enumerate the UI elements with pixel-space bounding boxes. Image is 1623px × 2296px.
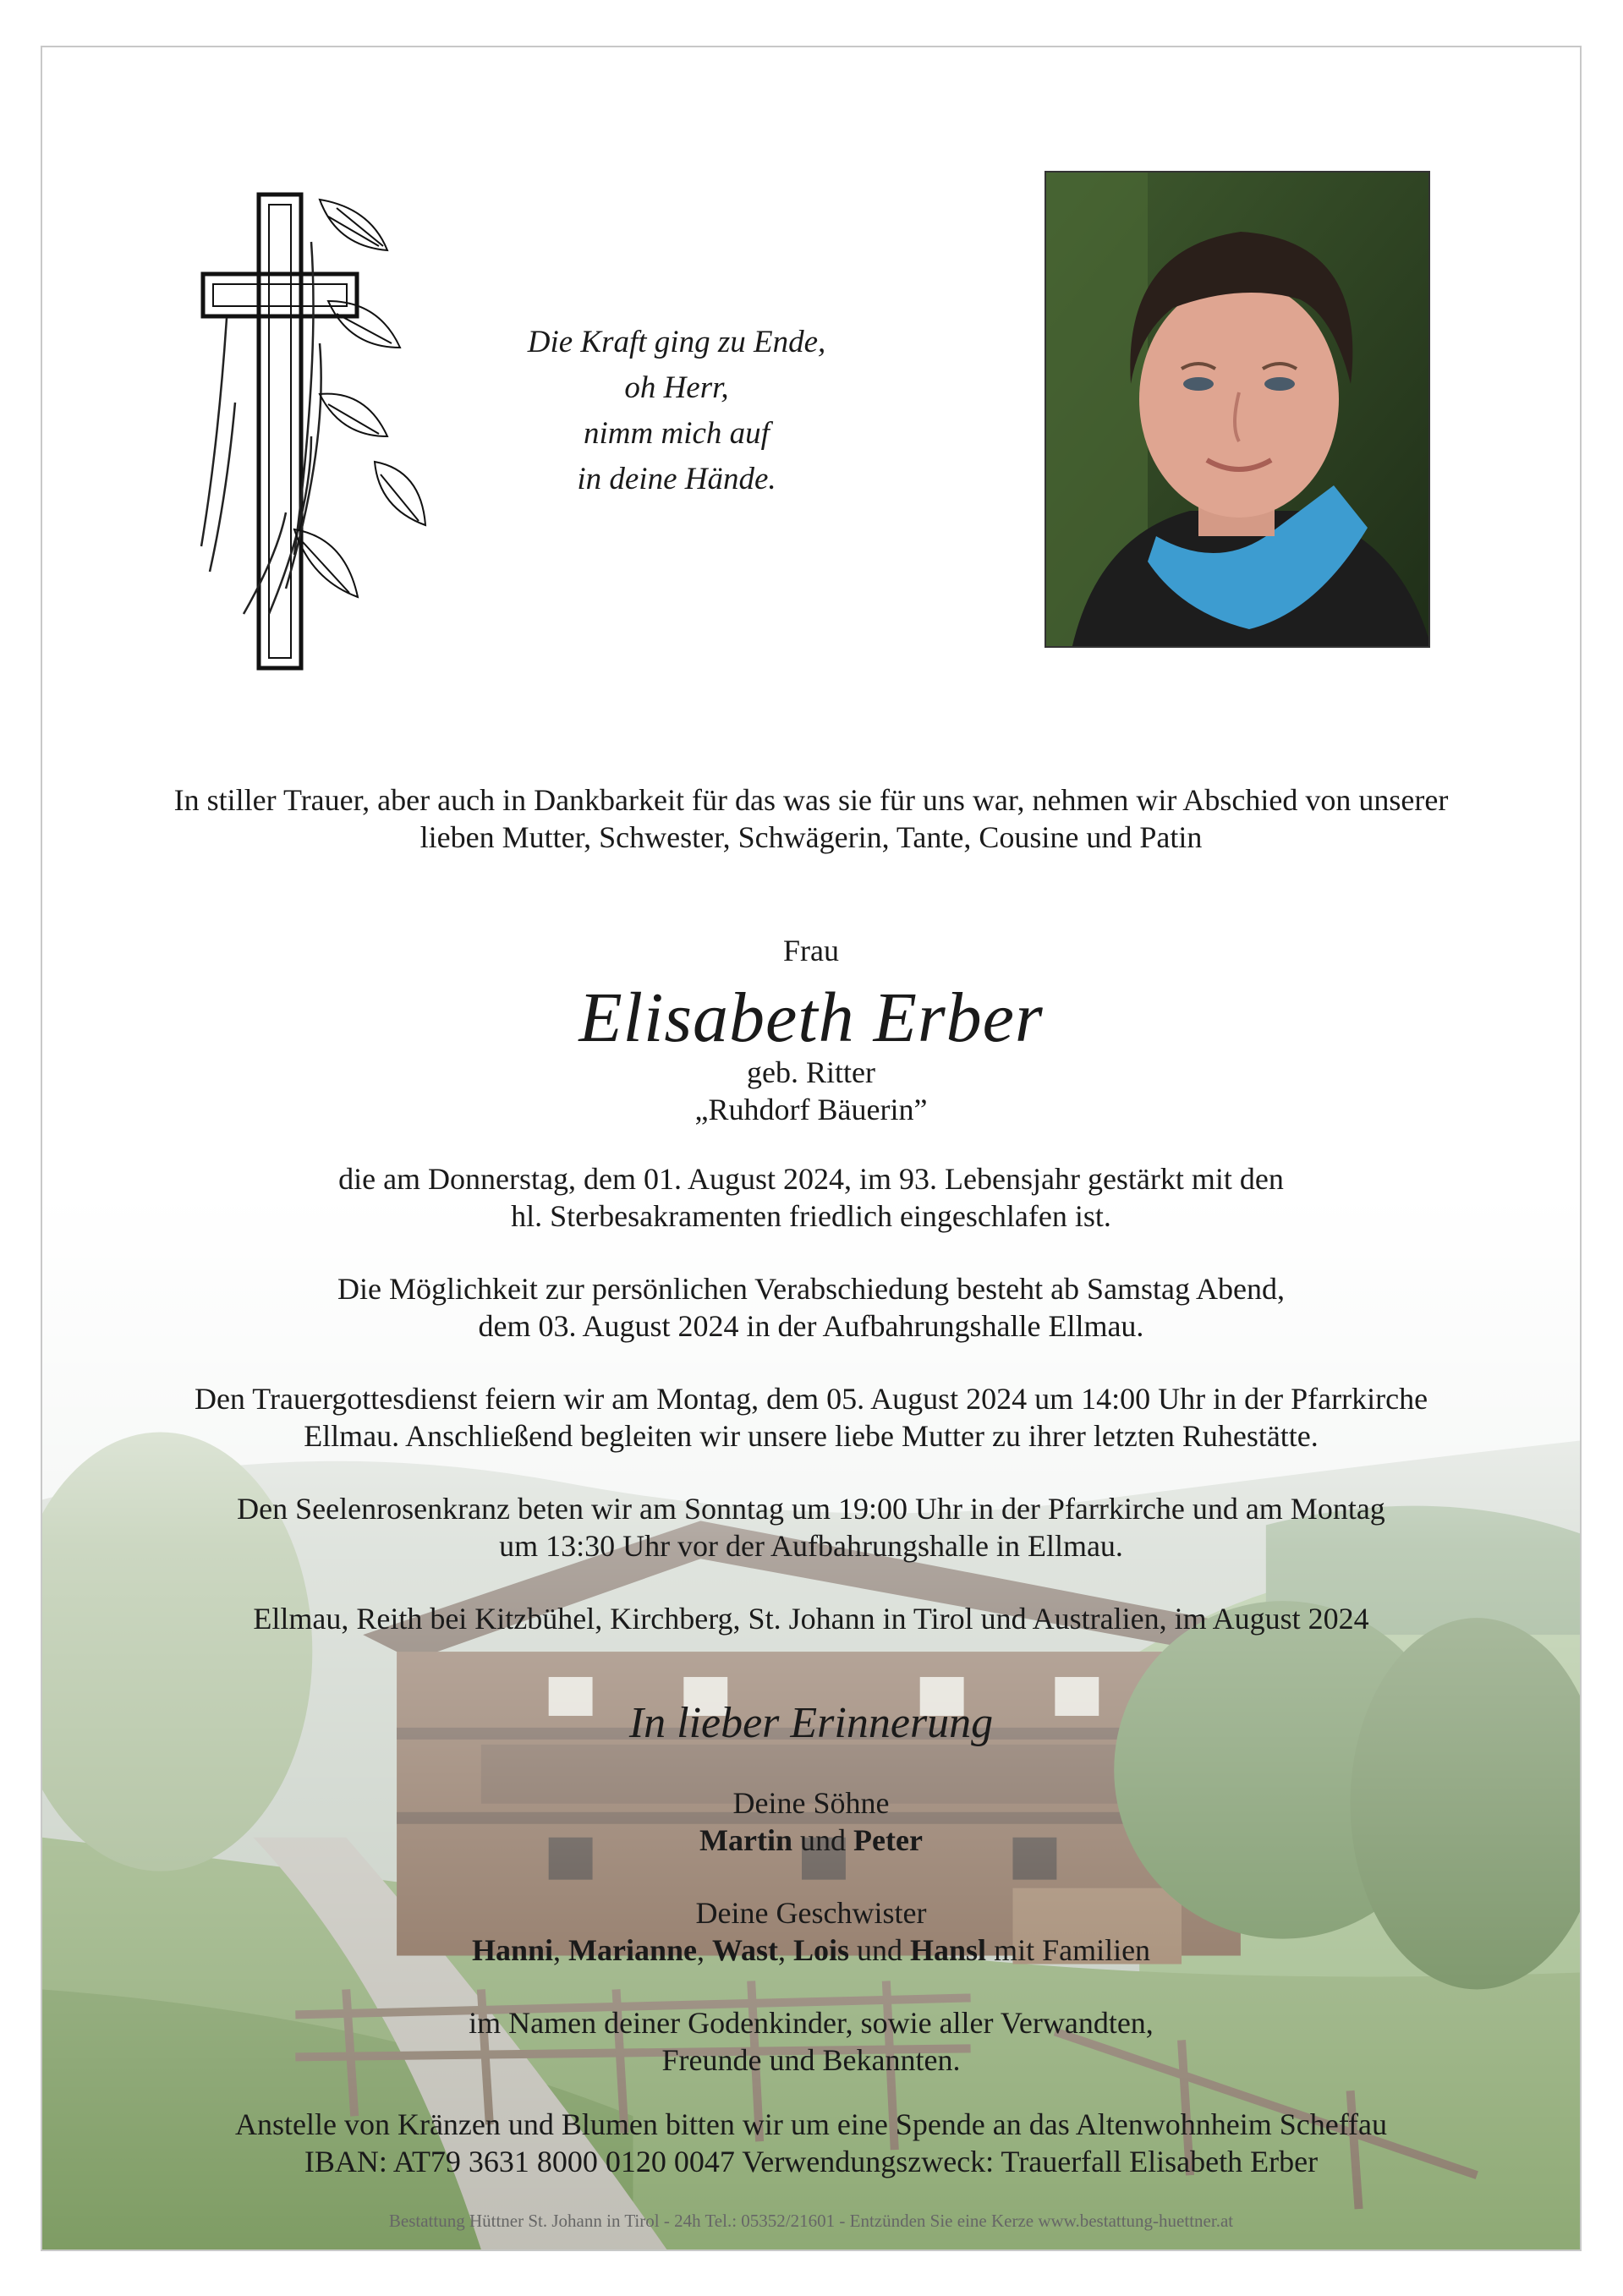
son-name: Martin [699,1823,793,1857]
sons-names [42,1822,1580,1859]
nickname: „Ruhdorf Bäuerin” [694,1093,928,1126]
sibling-name: Hanni [471,1933,553,1967]
intro-line: In stiller Trauer, aber auch in Dankbarkeit für das was sie für uns war, nehmen wir Abschied von unserer [173,783,1449,817]
service-line: Ellmau. Anschließend begleiten wir unsere liebe Mutter zu ihrer letzten Ruhestätte. [304,1419,1319,1453]
rosary-notice [42,1490,1580,1564]
separator: , [777,1933,793,1967]
death-notice [42,1160,1580,1235]
farewell-notice [42,1270,1580,1345]
sons-block [42,1784,1580,1859]
separator: , [696,1933,712,1967]
siblings-label: Deine Geschwister [695,1896,927,1930]
donation-line: Anstelle von Kränzen und Blumen bitten wir um eine Spende an das Altenwohnheim Scheffau [234,2107,1388,2141]
separator: , [552,1933,568,1967]
salutation: Frau [783,934,839,967]
poem-line: nimm mich auf [584,416,770,451]
relatives-line: Freunde und Bekannten. [661,2043,961,2077]
intro-text [42,781,1580,856]
and-word: und [792,1823,854,1857]
cross-with-wheat-icon [193,191,463,673]
siblings-suffix: mit Familien [986,1933,1151,1967]
memory-heading: In lieber Erinnerung [628,1699,994,1747]
relatives-block [42,2004,1580,2079]
poem-line: oh Herr, [624,370,729,405]
and-word: und [849,1933,911,1967]
farewell-line: dem 03. August 2024 in der Aufbahrungshalle Ellmau. [478,1309,1144,1343]
service-line: Den Trauergottesdienst feiern wir am Montag, dem 05. August 2024 um 14:00 Uhr in der Pfarrkirche [194,1382,1428,1416]
intro-line: lieben Mutter, Schwester, Schwägerin, Tante, Cousine und Patin [419,820,1203,854]
iban-line: IBAN: AT79 3631 8000 0120 0047 Verwendungszweck: Trauerfall Elisabeth Erber [304,2145,1319,2178]
siblings-block [42,1894,1580,1969]
siblings-names [42,1932,1580,1969]
places-and-date: Ellmau, Reith bei Kitzbühel, Kirchberg, St. Johann in Tirol und Australien, im August 2024 [253,1602,1369,1636]
donation-notice [42,2106,1580,2180]
farewell-line: Die Möglichkeit zur persönlichen Verabschiedung besteht ab Samstag Abend, [337,1272,1286,1306]
rosary-line: um 13:30 Uhr vor der Aufbahrungshalle in Ellmau. [499,1529,1123,1563]
poem [465,320,888,502]
sibling-name: Lois [792,1933,850,1967]
undertaker-footer: Bestattung Hüttner St. Johann in Tirol - 24h Tel.: 05352/21601 - Entzünden Sie eine Kerze www.bestattung-huettner.at [388,2211,1234,2231]
sibling-name: Marianne [568,1933,697,1967]
sibling-name: Hansl [910,1933,987,1967]
rosary-line: Den Seelenrosenkranz beten wir am Sonntag um 19:00 Uhr in der Pfarrkirche und am Montag [237,1492,1385,1526]
funeral-service-notice [42,1380,1580,1455]
poem-line: Die Kraft ging zu Ende, [527,325,826,359]
poem-line: in deine Hände. [577,462,776,496]
birth-name: geb. Ritter [747,1055,875,1089]
deceased-name: Elisabeth Erber [578,978,1044,1057]
death-notice-line: hl. Sterbesakramenten friedlich eingeschlafen ist. [511,1199,1111,1233]
obituary-card [41,46,1582,2251]
sons-label: Deine Söhne [732,1786,890,1820]
sibling-name: Wast [711,1933,778,1967]
death-notice-line: die am Donnerstag, dem 01. August 2024, im 93. Lebensjahr gestärkt mit den [338,1162,1284,1196]
son-name: Peter [853,1823,923,1857]
relatives-line: im Namen deiner Godenkinder, sowie aller Verwandten, [469,2006,1154,2040]
portrait-photo [1045,171,1430,648]
